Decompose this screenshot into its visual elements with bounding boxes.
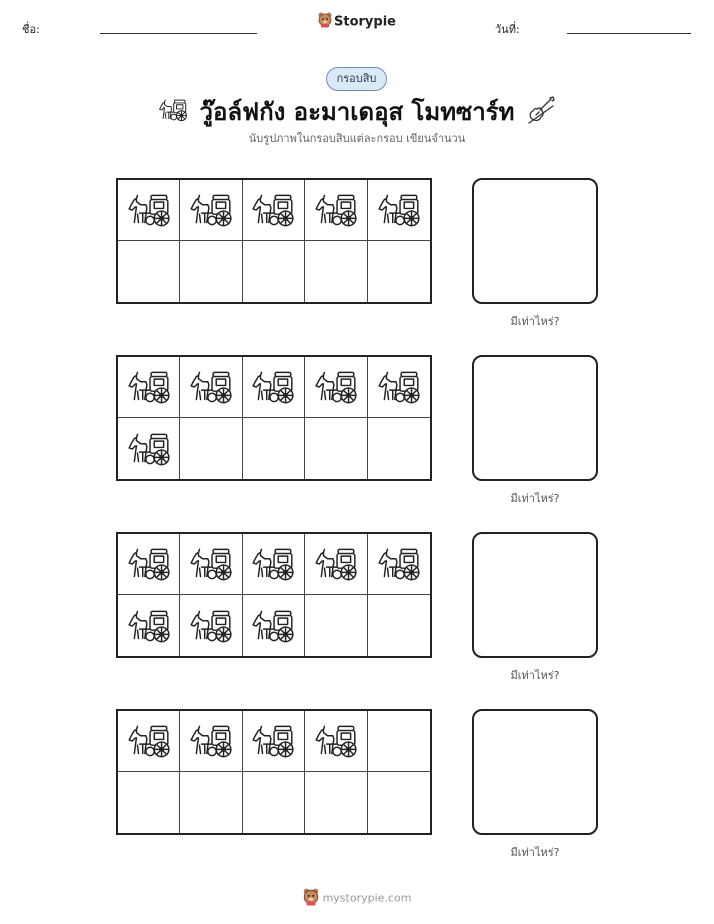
instructions: นับรูปภาพในกรอบสิบแต่ละกรอบ เขียนจำนวน: [248, 132, 466, 145]
ten-frame-4: [116, 709, 432, 835]
ten-frame-cell-filled: [118, 711, 180, 772]
page-title: [0, 92, 714, 132]
ten-frame-cell-empty: [368, 418, 430, 479]
ten-frame-cell-filled: [118, 357, 180, 418]
horse-carriage-icon: [157, 98, 189, 128]
horse-carriage-icon: [126, 192, 172, 228]
ten-frame-cell-filled: [243, 357, 305, 418]
brand-name: Storypie: [334, 14, 396, 30]
ten-frame-cell-empty: [368, 772, 430, 833]
ten-frame-cell-empty: [368, 595, 430, 656]
horse-carriage-icon: [126, 369, 172, 405]
horse-carriage-icon: [188, 723, 234, 759]
ten-frame-cell-filled: [180, 357, 242, 418]
ten-frame-2: [116, 355, 432, 481]
ten-frame-1: [116, 178, 432, 304]
horse-carriage-icon: [126, 431, 172, 467]
ten-frame-cell-empty: [305, 241, 367, 302]
ten-frame-cell-empty: [243, 772, 305, 833]
ten-frame-cell-empty: [305, 595, 367, 656]
ten-frame-cell-filled: [305, 180, 367, 241]
ten-frame-cell-empty: [118, 241, 180, 302]
horse-carriage-icon: [313, 192, 359, 228]
name-line[interactable]: [100, 33, 257, 34]
horse-carriage-icon: [250, 546, 296, 582]
answer-box-3[interactable]: [472, 532, 598, 658]
horse-carriage-icon: [313, 546, 359, 582]
ten-frame-cell-filled: [243, 595, 305, 656]
ten-frame-cell-filled: [118, 534, 180, 595]
ten-frame-cell-empty: [305, 772, 367, 833]
answer-box-4[interactable]: [472, 709, 598, 835]
footer: [0, 888, 714, 909]
horse-carriage-icon: [188, 608, 234, 644]
ten-frame-cell-filled: [368, 180, 430, 241]
ten-frame-cell-empty: [368, 711, 430, 772]
how-many-prompt-1: มีเท่าไหร่?: [510, 315, 560, 328]
horse-carriage-icon: [188, 192, 234, 228]
date-label: วันที่:: [495, 23, 520, 36]
name-label: ชื่อ:: [22, 23, 40, 36]
horse-carriage-icon: [250, 608, 296, 644]
horse-carriage-icon: [376, 192, 422, 228]
ten-frame-cell-filled: [180, 595, 242, 656]
ten-frame-cell-filled: [305, 534, 367, 595]
violin-icon: [525, 94, 557, 132]
horse-carriage-icon: [188, 546, 234, 582]
horse-carriage-icon: [126, 723, 172, 759]
horse-carriage-icon: [313, 369, 359, 405]
ten-frame-cell-empty: [118, 772, 180, 833]
ten-frame-cell-filled: [118, 418, 180, 479]
storypie-logo-icon: [318, 12, 332, 32]
horse-carriage-icon: [126, 608, 172, 644]
answer-box-1[interactable]: [472, 178, 598, 304]
footer-url: mystorypie.com: [322, 891, 412, 905]
ten-frame-cell-filled: [305, 357, 367, 418]
answer-box-2[interactable]: [472, 355, 598, 481]
horse-carriage-icon: [313, 723, 359, 759]
how-many-prompt-2: มีเท่าไหร่?: [510, 492, 560, 505]
ten-frame-cell-empty: [243, 418, 305, 479]
ten-frame-cell-filled: [180, 180, 242, 241]
ten-frame-cell-empty: [305, 418, 367, 479]
ten-frame-cell-empty: [243, 241, 305, 302]
ten-frame-cell-filled: [243, 180, 305, 241]
horse-carriage-icon: [250, 723, 296, 759]
ten-frame-cell-filled: [368, 534, 430, 595]
how-many-prompt-4: มีเท่าไหร่?: [510, 846, 560, 859]
horse-carriage-icon: [250, 192, 296, 228]
ten-frame-cell-filled: [368, 357, 430, 418]
ten-frame-3: [116, 532, 432, 658]
ten-frame-cell-empty: [180, 418, 242, 479]
ten-frame-cell-filled: [180, 711, 242, 772]
storypie-logo-icon: [303, 888, 319, 909]
ten-frame-cell-empty: [180, 772, 242, 833]
ten-frame-cell-filled: [243, 711, 305, 772]
ten-frame-cell-empty: [180, 241, 242, 302]
horse-carriage-icon: [188, 369, 234, 405]
topic-badge: กรอบสิบ: [326, 67, 387, 91]
title-text: วู๊อล์ฟกัง อะมาเดอุส โมทซาร์ท: [199, 98, 515, 126]
how-many-prompt-3: มีเท่าไหร่?: [510, 669, 560, 682]
horse-carriage-icon: [376, 369, 422, 405]
ten-frame-cell-filled: [180, 534, 242, 595]
horse-carriage-icon: [250, 369, 296, 405]
ten-frame-cell-filled: [243, 534, 305, 595]
ten-frame-cell-filled: [118, 595, 180, 656]
ten-frame-cell-filled: [305, 711, 367, 772]
ten-frame-cell-empty: [368, 241, 430, 302]
ten-frame-cell-filled: [118, 180, 180, 241]
horse-carriage-icon: [126, 546, 172, 582]
brand: [0, 12, 714, 32]
horse-carriage-icon: [376, 546, 422, 582]
date-line[interactable]: [567, 33, 691, 34]
